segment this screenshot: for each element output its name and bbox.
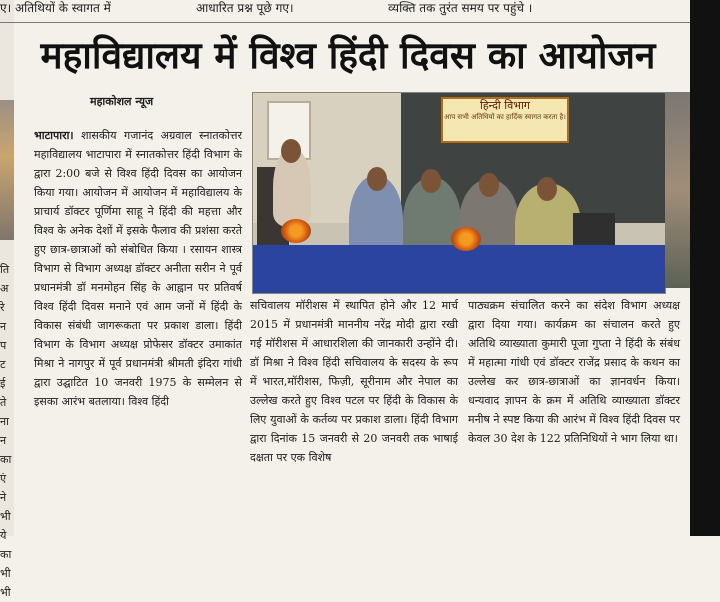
department-banner (441, 97, 569, 143)
dateline-place: भाटापारा। (34, 129, 74, 142)
flower-vase-left (281, 219, 311, 243)
banner-subtitle: आप सभी अतिथियों का हार्दिक स्वागत करता है। (444, 113, 566, 121)
article-column-2 (250, 296, 458, 467)
adjacent-photo (0, 100, 14, 240)
person-head (537, 177, 557, 201)
person-head (421, 169, 441, 193)
article-column-1 (34, 126, 242, 411)
person-head (367, 167, 387, 191)
flower-vase-right (451, 227, 481, 251)
adjacent-article-strip (0, 0, 14, 599)
event-photo (252, 92, 666, 294)
scan-border (690, 0, 720, 536)
top-text-middle: आधारित प्रश्न पूछे गए। (196, 1, 294, 15)
side-photo-edge (665, 92, 690, 288)
top-text-right: व्यक्ति तक तुरंत समय पर पहुंचे । (388, 1, 533, 15)
top-divider (0, 22, 690, 23)
headline: महाविद्यालय में विश्व हिंदी दिवस का आयोजन (40, 34, 656, 77)
person-head (281, 139, 301, 163)
article-text-3: पाठ्यक्रम संचालित करने का संदेश विभाग अध्यक्ष द्वारा दिया गया। कार्यक्रम का संचालन करते हुए अतिथि व्याख्याता कुमारी पूजा गुप्ता ने हिंदी के संबंध में महात्मा गांधी एवं डॉक्टर राजेंद्र प्रसाद के कथन का उल्लेख कर छात्र-छात्राओं का ज्ञानवर्धन किया। धन्यवाद ज्ञापन के क्रम में अतिथि व्याख्याता डॉक्टर मनीष ने स्पष्ट किया की आरंभ में विश्व हिंदी दिवस पर केवल 30 देश के 122 प्रतिनिधियों ने भाग लिया था। (468, 299, 680, 445)
article-text-2: सचिवालय मॉरीशस में स्थापित होने और 12 मार्च 2015 में प्रधानमंत्री माननीय नरेंद्र मोदी द्वारा रखी गई मॉरीशस में आधारशिला की जानकारी उन्होंने दी। डॉ मिश्रा ने विश्व हिंदी सचिवालय के सदस्य के रूप में भारत,मॉरीशस, फिज़ी, सूरीनाम और नेपाल का उल्लेख करते हुए विश्व पटल पर हिंदी के विकास के लिए युवाओं के कर्तव्य पर प्रकाश डाला। हिंदी विभाग द्वारा दिनांक 15 जनवरी से 20 जनवरी तक भाषाई दक्षता पर एक विशेष (250, 299, 458, 464)
stage-table (253, 245, 665, 293)
article-text-1: शासकीय गजानंद अग्रवाल स्नातकोत्तर महाविद्यालय भाटापारा में स्नातकोत्तर हिंदी विभाग के द्वारा 2:00 बजे से विश्व हिंदी दिवस का आयोजन किया गया। आयोजन में आयोजन में महाविद्यालय के प्राचार्य डॉक्टर पूर्णिमा साहू ने हिंदी की महत्ता और विश्व के अनेक देशों में इसके फैलाव की प्रशंसा करते हुए छात्र-छात्राओं को संबोधित किया । रसायन शास्त्र विभाग से विभाग अध्यक्ष डॉक्टर अनीता सरीन ने पूर्व प्रधानमंत्री डॉ मनमोहन सिंह के आह्वान पर प्रतिवर्ष विश्व हिंदी दिवस मनाने एवं आम जनों में हिंदी के विकास संबंधी जागरूकता पर प्रकाश डाला। हिंदी विभाग के विभाग अध्यक्ष प्रोफेसर डॉक्टर उमाकांत मिश्रा ने नागपुर में पूर्व प्रधानमंत्री श्रीमती इंदिरा गांधी द्वारा उद्घाटित 10 जनवरी 1975 के सम्मेलन से इसका आरंभ बतलाया। विश्व हिंदी (34, 129, 243, 408)
banner-title: हिन्दी विभाग (479, 99, 530, 112)
adjacent-article-text: ति अ रे न प ट ई ते ना न का एं ने भी ये का भी भी (0, 263, 12, 599)
article-column-3 (468, 296, 680, 448)
person-head (479, 173, 499, 197)
top-text-left: ए। अतिथियों के स्वागत में (0, 1, 111, 15)
byline: महाकोशल न्यूज (90, 95, 154, 108)
